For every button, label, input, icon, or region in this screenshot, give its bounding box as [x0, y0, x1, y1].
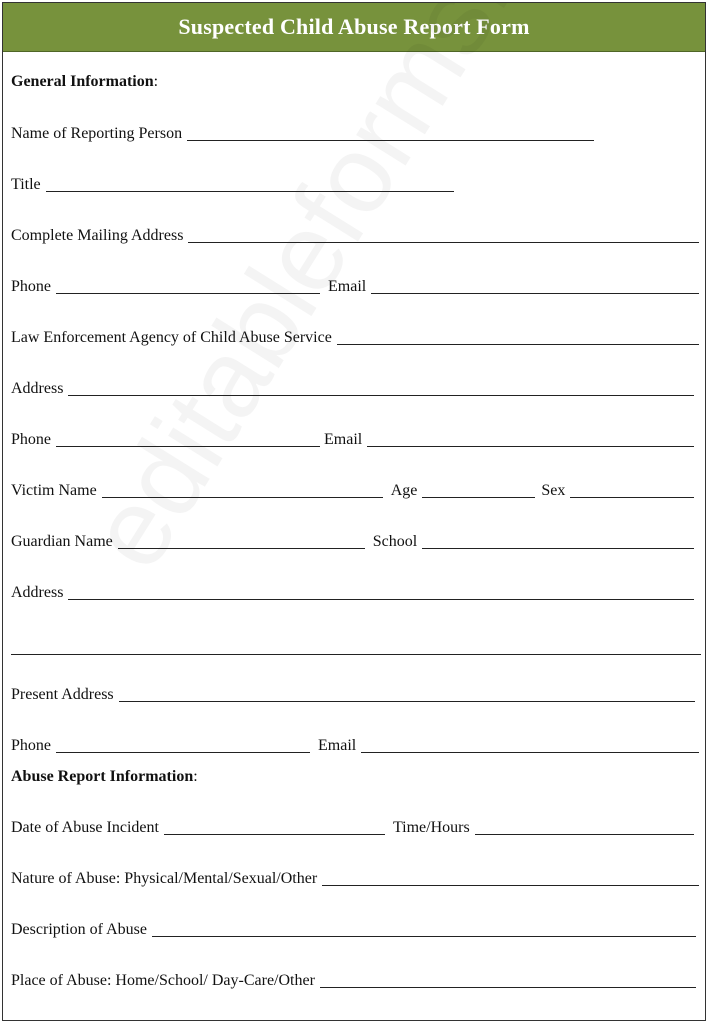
time-hours-field[interactable] — [475, 834, 694, 835]
sex-label: Sex — [541, 482, 566, 499]
row-victim — [11, 476, 699, 500]
title-field[interactable] — [46, 191, 454, 192]
address-2-label: Address — [11, 584, 64, 601]
phone-1-field[interactable] — [56, 293, 320, 294]
mailing-address-field[interactable] — [188, 242, 699, 243]
guardian-name-field[interactable] — [118, 548, 365, 549]
row-name-reporting — [11, 119, 699, 143]
agency-label: Law Enforcement Agency of Child Abuse Service — [11, 329, 332, 346]
victim-name-field[interactable] — [102, 497, 383, 498]
row-description — [11, 915, 699, 939]
age-label: Age — [390, 482, 418, 499]
row-nature — [11, 864, 699, 888]
school-label: School — [372, 533, 418, 550]
nature-label: Nature of Abuse: Physical/Mental/Sexual/Other — [11, 870, 318, 887]
description-label: Description of Abuse — [11, 921, 147, 938]
sex-field[interactable] — [570, 497, 694, 498]
phone-2-label: Phone — [11, 431, 51, 448]
agency-field[interactable] — [337, 344, 699, 345]
address-2-continuation-field[interactable] — [11, 654, 701, 655]
place-field[interactable] — [320, 987, 696, 988]
present-address-field[interactable] — [119, 701, 695, 702]
school-field[interactable] — [422, 548, 694, 549]
row-present-address — [11, 680, 699, 704]
nature-field[interactable] — [322, 885, 699, 886]
victim-name-label: Victim Name — [11, 482, 97, 499]
row-mailing-address — [11, 221, 699, 245]
row-place — [11, 966, 699, 990]
mailing-address-label: Complete Mailing Address — [11, 227, 184, 244]
row-guardian — [11, 527, 699, 551]
description-field[interactable] — [152, 936, 696, 937]
phone-3-field[interactable] — [56, 752, 310, 753]
age-field[interactable] — [422, 497, 535, 498]
row-phone-email-1 — [11, 272, 699, 296]
date-incident-field[interactable] — [164, 834, 385, 835]
row-agency — [11, 323, 699, 347]
row-title — [11, 170, 699, 194]
phone-3-label: Phone — [11, 737, 51, 754]
general-info-heading — [11, 73, 158, 91]
phone-1-label: Phone — [11, 278, 51, 295]
abuse-info-heading — [11, 768, 198, 786]
email-1-label: Email — [328, 278, 367, 295]
row-address-1 — [11, 374, 699, 398]
email-2-label: Email — [324, 431, 363, 448]
email-3-label: Email — [318, 737, 357, 754]
general-info-heading-text: General Information — [11, 73, 154, 90]
form-frame — [2, 2, 706, 1021]
title-label: Title — [11, 176, 41, 193]
address-1-label: Address — [11, 380, 64, 397]
email-1-field[interactable] — [371, 293, 699, 294]
phone-2-field[interactable] — [56, 446, 320, 447]
address-1-field[interactable] — [68, 395, 694, 396]
name-reporting-label: Name of Reporting Person — [11, 125, 183, 142]
row-phone-email-3 — [11, 731, 699, 755]
abuse-info-colon: : — [193, 768, 198, 785]
email-3-field[interactable] — [361, 752, 699, 753]
email-2-field[interactable] — [367, 446, 694, 447]
guardian-name-label: Guardian Name — [11, 533, 113, 550]
general-info-colon: : — [153, 73, 159, 90]
name-reporting-field[interactable] — [187, 140, 594, 141]
present-address-label: Present Address — [11, 686, 114, 703]
address-2-field[interactable] — [68, 599, 694, 600]
place-label: Place of Abuse: Home/School/ Day-Care/Other — [11, 972, 315, 989]
row-date-incident — [11, 813, 699, 837]
row-phone-email-2 — [11, 425, 699, 449]
title-bar — [3, 3, 705, 52]
form-title: Suspected Child Abuse Report Form — [178, 14, 530, 39]
abuse-info-heading-text: Abuse Report Information — [11, 768, 194, 785]
time-hours-label: Time/Hours — [392, 819, 470, 836]
row-address-2 — [11, 578, 699, 602]
date-incident-label: Date of Abuse Incident — [11, 819, 159, 836]
